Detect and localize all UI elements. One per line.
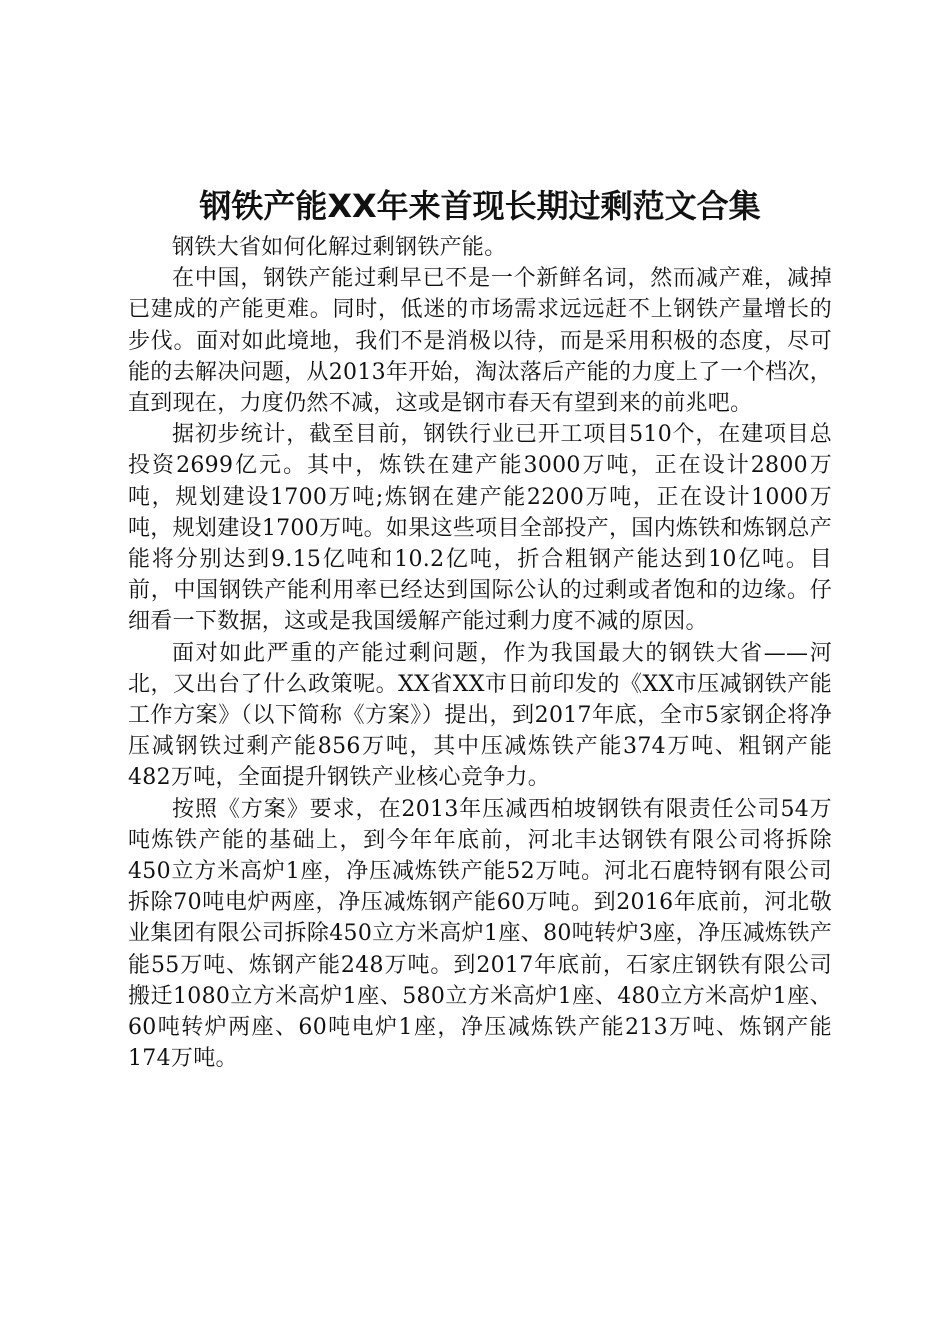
document-page <box>128 180 832 1074</box>
paragraph-3: 据初步统计，截至目前，钢铁行业已开工项目510个，在建项目总投资2699亿元。其中，炼铁在建产能3000万吨，正在设计2800万吨，规划建设1700万吨;炼钢在建产能2200万吨，正在设计1000万吨，规划建设1700万吨。如果这些项目全部投产，国内炼铁和炼钢总产能将分别达到9.15亿吨和10.2亿吨，折合粗钢产能达到10亿吨。目前，中国钢铁产能利用率已经达到国际公认的过剩或者饱和的边缘。仔细看一下数据，这或是我国缓解产能过剩力度不减的原因。 <box>128 422 832 635</box>
paragraph-1: 钢铁大省如何化解过剩钢铁产能。 <box>172 235 507 260</box>
paragraph-4: 面对如此严重的产能过剩问题，作为我国最大的钢铁大省——河北，又出台了什么政策呢。XX省XX市日前印发的《XX市压减钢铁产能工作方案》（以下简称《方案》）提出，到2017年底，全市5家钢企将净压减钢铁过剩产能856万吨，其中压减炼铁产能374万吨、粗钢产能482万吨，全面提升钢铁产业核心竞争力。 <box>128 640 832 791</box>
paragraph-2: 在中国，钢铁产能过剩早已不是一个新鲜名词，然而减产难，减掉已建成的产能更难。同时，低迷的市场需求远远赶不上钢铁产量增长的步伐。面对如此境地，我们不是消极以待，而是采用积极的态度，尽可能的去解决问题，从2013年开始，淘汰落后产能的力度上了一个档次，直到现在，力度仍然不减，这或是钢市春天有望到来的前兆吧。 <box>128 266 832 417</box>
document-title: 钢铁产能XX年来首现长期过剩范文合集 <box>199 187 761 225</box>
paragraph-5: 按照《方案》要求，在2013年压减西柏坡钢铁有限责任公司54万吨炼铁产能的基础上，到今年年底前，河北丰达钢铁有限公司将拆除450立方米高炉1座，净压减炼铁产能52万吨。河北石鹿特钢有限公司拆除70吨电炉两座，净压减炼钢产能60万吨。到2016年底前，河北敬业集团有限公司拆除450立方米高炉1座、80吨转炉3座，净压减炼铁产能55万吨、炼钢产能248万吨。到2017年底前，石家庄钢铁有限公司搬迁1080立方米高炉1座、580立方米高炉1座、480立方米高炉1座、60吨转炉两座、60吨电炉1座，净压减炼铁产能213万吨、炼钢产能174万吨。 <box>128 796 832 1072</box>
